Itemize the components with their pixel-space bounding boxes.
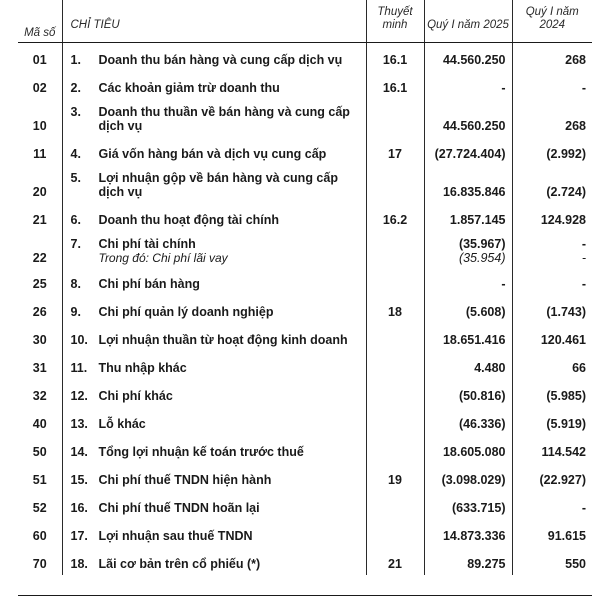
row-label: Lỗ khác <box>98 416 146 431</box>
row-indicator <box>62 295 366 323</box>
row-number: 2. <box>70 80 81 95</box>
row-label: Các khoản giảm trừ doanh thu <box>98 80 280 95</box>
row-number: 4. <box>70 146 81 161</box>
row-number: 10. <box>70 332 88 347</box>
row-code: 70 <box>32 556 47 571</box>
row-code: 21 <box>32 212 47 227</box>
row-label: Lợi nhuận sau thuế TNDN <box>98 528 253 543</box>
table-header-row <box>18 0 592 43</box>
row-note <box>366 323 424 351</box>
row-value-2024: 124.928 <box>512 203 592 231</box>
row-indicator <box>62 137 366 165</box>
row-value-2025: (46.336) <box>424 407 512 435</box>
table-row <box>18 407 592 435</box>
row-value-2025-main: (35.967) <box>458 236 506 251</box>
row-number: 5. <box>70 170 81 185</box>
row-indicator <box>62 463 366 491</box>
row-number: 14. <box>70 444 88 459</box>
row-value-2024: (5.919) <box>512 407 592 435</box>
row-label: Thu nhập khác <box>98 360 187 375</box>
row-code: 30 <box>32 332 47 347</box>
row-value-2025: 16.835.846 <box>424 165 512 203</box>
row-note <box>366 379 424 407</box>
row-indicator <box>62 267 366 295</box>
row-value-2024: (22.927) <box>512 463 592 491</box>
row-number: 7. <box>70 236 81 251</box>
row-number: 11. <box>70 360 88 375</box>
row-code: 31 <box>32 360 47 375</box>
row-note <box>366 491 424 519</box>
row-note: 17 <box>366 137 424 165</box>
row-label: Doanh thu bán hàng và cung cấp dịch vụ <box>98 52 343 67</box>
row-label: Chi phí tài chính <box>98 236 196 251</box>
header-indicator: CHỈ TIÊU <box>62 0 366 43</box>
row-indicator <box>62 43 366 71</box>
row-indicator <box>62 407 366 435</box>
row-label: Chi phí thuế TNDN hoãn lại <box>98 500 260 515</box>
row-value-2025: - <box>424 267 512 295</box>
table-row <box>18 43 592 71</box>
row-note <box>366 231 424 267</box>
row-note <box>366 407 424 435</box>
row-code: 22 <box>32 250 47 265</box>
row-value-2024: 114.542 <box>512 435 592 463</box>
table-row <box>18 295 592 323</box>
row-code: 20 <box>32 184 47 199</box>
row-code: 26 <box>32 304 47 319</box>
row-value-2024: 66 <box>512 351 592 379</box>
header-note: Thuyết minh <box>366 0 424 43</box>
row-code: 32 <box>32 388 47 403</box>
table-row <box>18 491 592 519</box>
row-label-continued: dịch vụ <box>98 184 143 199</box>
row-code: 02 <box>32 80 47 95</box>
row-sublabel: Trong đó: Chi phí lãi vay <box>98 250 228 265</box>
row-code: 11 <box>33 146 47 161</box>
row-value-2024: 268 <box>512 43 592 71</box>
row-value-2025: 18.651.416 <box>424 323 512 351</box>
row-label: Lợi nhuận thuần từ hoạt động kinh doanh <box>98 332 348 347</box>
row-value-2024-main: - <box>581 236 586 251</box>
row-label: Doanh thu thuần về bán hàng và cung cấp <box>98 104 350 119</box>
row-value-2025: 44.560.250 <box>424 43 512 71</box>
row-indicator <box>62 71 366 99</box>
row-value-2025: (633.715) <box>424 491 512 519</box>
row-value-2025: (5.608) <box>424 295 512 323</box>
row-indicator <box>62 323 366 351</box>
row-label: Chi phí khác <box>98 388 173 403</box>
table-row <box>18 547 592 575</box>
row-number: 12. <box>70 388 88 403</box>
table-row <box>18 323 592 351</box>
row-indicator <box>62 547 366 575</box>
table-row <box>18 165 592 203</box>
row-value-2024: 91.615 <box>512 519 592 547</box>
row-indicator <box>62 351 366 379</box>
header-q2025: Quý I năm 2025 <box>424 0 512 43</box>
table-row <box>18 137 592 165</box>
table-bottom-border <box>18 595 592 596</box>
row-value-2025: - <box>424 71 512 99</box>
row-label: Lợi nhuận gộp về bán hàng và cung cấp <box>98 170 338 185</box>
row-label: Doanh thu hoạt động tài chính <box>98 212 280 227</box>
row-note <box>366 519 424 547</box>
row-number: 9. <box>70 304 81 319</box>
row-indicator <box>62 519 366 547</box>
row-indicator <box>62 231 366 267</box>
row-note: 19 <box>366 463 424 491</box>
row-value-2025 <box>424 231 512 267</box>
row-indicator <box>62 165 366 203</box>
row-note: 18 <box>366 295 424 323</box>
row-value-2025: (27.724.404) <box>424 137 512 165</box>
row-note: 16.2 <box>366 203 424 231</box>
row-code: 52 <box>32 500 47 515</box>
row-note <box>366 267 424 295</box>
table-row <box>18 519 592 547</box>
table-row <box>18 463 592 491</box>
row-code: 10 <box>32 118 47 133</box>
row-indicator <box>62 203 366 231</box>
row-note: 16.1 <box>366 71 424 99</box>
row-label: Chi phí bán hàng <box>98 276 200 291</box>
row-note <box>366 99 424 137</box>
row-label: Chi phí quản lý doanh nghiệp <box>98 304 274 319</box>
row-number: 15. <box>70 472 88 487</box>
table-row <box>18 435 592 463</box>
row-note <box>366 435 424 463</box>
row-value-2025: (3.098.029) <box>424 463 512 491</box>
row-value-2024: 268 <box>512 99 592 137</box>
row-number: 6. <box>70 212 81 227</box>
row-code: 50 <box>32 444 47 459</box>
row-code: 40 <box>32 416 47 431</box>
row-note: 16.1 <box>366 43 424 71</box>
row-value-2025: 1.857.145 <box>424 203 512 231</box>
row-number: 16. <box>70 500 88 515</box>
row-number: 1. <box>70 52 81 67</box>
row-label: Tổng lợi nhuận kế toán trước thuế <box>98 444 304 459</box>
row-note <box>366 351 424 379</box>
row-value-2024: 550 <box>512 547 592 575</box>
row-code: 60 <box>32 528 47 543</box>
row-value-2024: (1.743) <box>512 295 592 323</box>
table-row <box>18 203 592 231</box>
row-code: 25 <box>32 276 47 291</box>
row-value-2024: - <box>512 71 592 99</box>
row-value-2025: 44.560.250 <box>424 99 512 137</box>
row-value-2024: - <box>512 267 592 295</box>
row-value-2025: 89.275 <box>424 547 512 575</box>
row-value-2025: 18.605.080 <box>424 435 512 463</box>
row-code: 01 <box>32 52 47 67</box>
table-row <box>18 231 592 267</box>
header-q2024: Quý I năm 2024 <box>512 0 592 43</box>
row-value-2024: 120.461 <box>512 323 592 351</box>
row-indicator <box>62 491 366 519</box>
row-number: 17. <box>70 528 88 543</box>
row-number: 18. <box>70 556 88 571</box>
row-number: 8. <box>70 276 81 291</box>
table-row <box>18 99 592 137</box>
row-code: 51 <box>32 472 47 487</box>
row-indicator <box>62 435 366 463</box>
table-row <box>18 351 592 379</box>
row-label: Chi phí thuế TNDN hiện hành <box>98 472 272 487</box>
row-label-continued: dịch vụ <box>98 118 143 133</box>
income-statement-table <box>18 0 592 575</box>
row-indicator <box>62 379 366 407</box>
row-value-2025: 4.480 <box>424 351 512 379</box>
row-value-2024: - <box>512 491 592 519</box>
table-row <box>18 267 592 295</box>
row-label: Lãi cơ bản trên cổ phiếu (*) <box>98 556 261 571</box>
row-value-2024: (2.724) <box>512 165 592 203</box>
row-note: 21 <box>366 547 424 575</box>
row-indicator-line <box>71 171 366 185</box>
row-value-2025: 14.873.336 <box>424 519 512 547</box>
table-body <box>18 43 592 575</box>
row-number: 3. <box>70 104 81 119</box>
row-value-2024: (5.985) <box>512 379 592 407</box>
row-indicator <box>62 99 366 137</box>
row-value-2024-sub: - <box>581 250 586 265</box>
row-value-2024: (2.992) <box>512 137 592 165</box>
row-value-2025-sub: (35.954) <box>458 250 506 265</box>
row-number: 13. <box>70 416 88 431</box>
table-row <box>18 379 592 407</box>
header-code: Mã số <box>18 0 62 43</box>
row-value-2025: (50.816) <box>424 379 512 407</box>
row-label: Giá vốn hàng bán và dịch vụ cung cấp <box>98 146 327 161</box>
row-indicator-line <box>71 105 366 119</box>
row-note <box>366 165 424 203</box>
table-row <box>18 71 592 99</box>
row-value-2024 <box>512 231 592 267</box>
